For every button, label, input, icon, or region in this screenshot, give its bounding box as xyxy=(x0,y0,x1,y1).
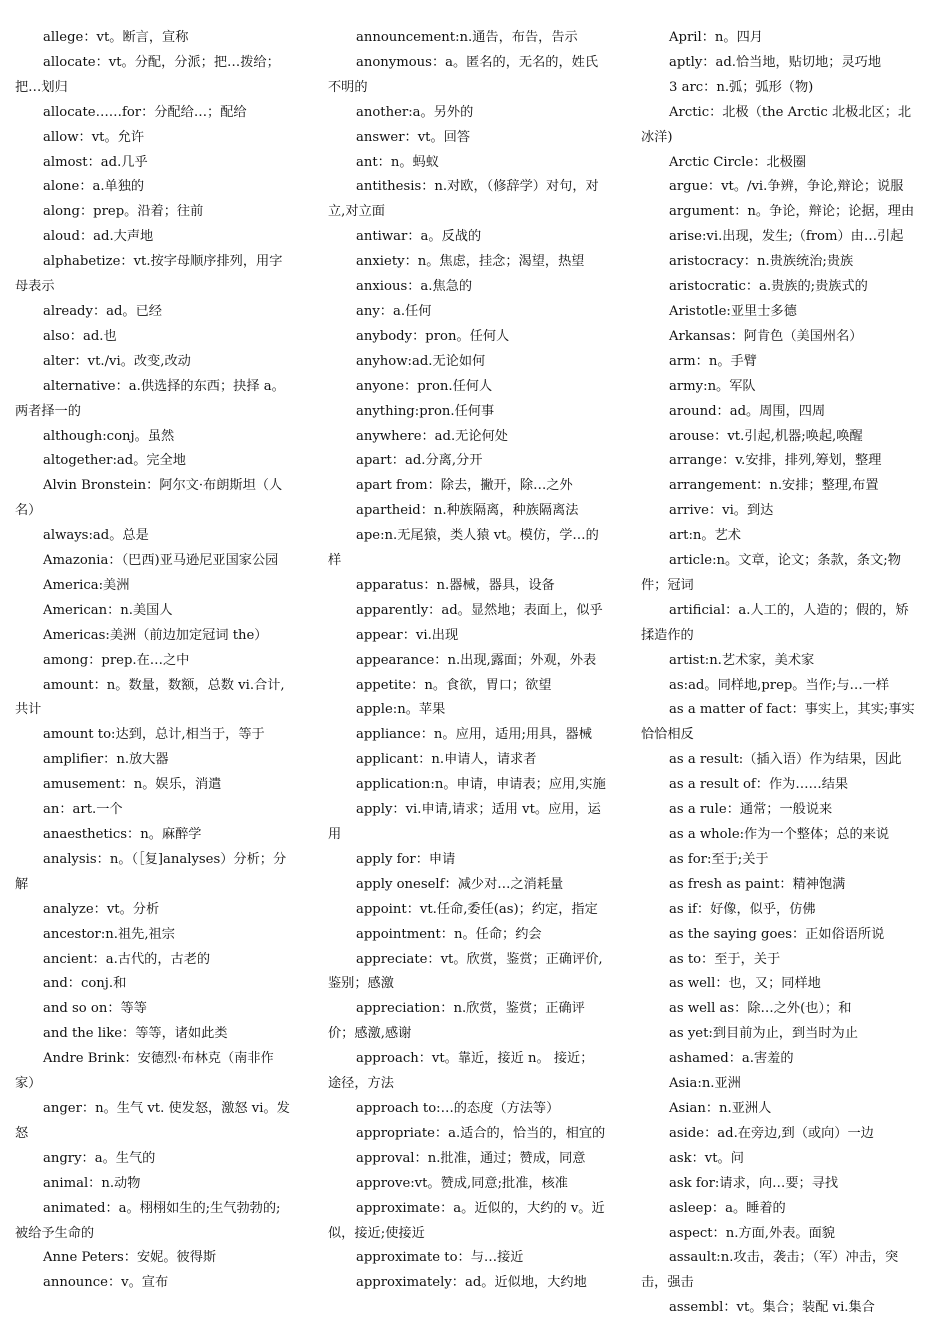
glossary-entry: animal：n.动物 xyxy=(43,1175,141,1191)
glossary-entry: apple:n。苹果 xyxy=(356,702,446,718)
glossary-entry: ant：n。蚂蚁 xyxy=(356,154,439,170)
glossary-entry: approximately：ad。近似地，大约地 xyxy=(356,1275,587,1291)
glossary-entry: as yet:到目前为止，到当时为止 xyxy=(669,1026,858,1042)
glossary-entry: although:conj。虽然 xyxy=(43,428,175,444)
column-1 xyxy=(15,26,293,1296)
glossary-entry: as well：也，又；同样地 xyxy=(669,976,821,992)
glossary-entry: approximate：a。近似的，大约的 v。近似，接近;使接近 xyxy=(328,1200,605,1241)
glossary-entry: along：prep。沿着；往前 xyxy=(43,204,204,220)
glossary-entry: as a rule：通常；一般说来 xyxy=(669,802,833,818)
glossary-entry: aspect：n.方面,外表。面貌 xyxy=(669,1225,835,1241)
glossary-entry: Asia:n.亚洲 xyxy=(669,1076,741,1092)
glossary-entry: approach to:…的态度（方法等） xyxy=(356,1100,560,1116)
glossary-entry: Aristotle:亚里士多德 xyxy=(669,303,797,319)
glossary-entry: allege：vt。断言，宣称 xyxy=(43,30,189,45)
glossary-entry: apart：ad.分离,分开 xyxy=(356,453,483,469)
glossary-entry: approximate to：与…接近 xyxy=(356,1250,524,1266)
glossary-entry: ashamed：a.害羞的 xyxy=(669,1051,794,1067)
glossary-entry: Anne Peters：安妮。彼得斯 xyxy=(43,1250,217,1266)
glossary-entry: appreciation：n.欣赏，鉴赏；正确评价；感激,感谢 xyxy=(328,1001,585,1042)
glossary-entry: aptly：ad.恰当地，贴切地；灵巧地 xyxy=(669,54,882,70)
glossary-entry: anonymous：a。匿名的，无名的，姓氏不明的 xyxy=(328,54,599,95)
glossary-entry: army:n。军队 xyxy=(669,378,756,394)
glossary-entry: anxiety：n。焦虑，挂念；渴望，热望 xyxy=(356,254,585,270)
glossary-entry: asleep：a。睡着的 xyxy=(669,1200,786,1216)
glossary-entry: America:美洲 xyxy=(43,577,130,593)
glossary-entry: American：n.美国人 xyxy=(43,602,173,618)
glossary-entry: apply oneself：减少对…之消耗量 xyxy=(356,876,564,892)
glossary-entry: 3 arc：n.弧；弧形（物) xyxy=(669,79,814,95)
glossary-entry: as the saying goes：正如俗语所说 xyxy=(669,926,885,942)
glossary-entry: as:ad。同样地,prep。当作;与…一样 xyxy=(669,677,890,693)
glossary-entry: also：ad.也 xyxy=(43,328,117,344)
glossary-entry: ancient：a.古代的，古老的 xyxy=(43,951,211,967)
glossary-entry: appreciate：vt。欣赏，鉴赏；正确评价,鉴别；感激 xyxy=(328,951,603,992)
glossary-entry: as a matter of fact：事实上，其实;事实恰恰相反 xyxy=(641,702,915,743)
glossary-entry: appointment：n。任命；约会 xyxy=(356,926,542,942)
glossary-entry: anything:pron.任何事 xyxy=(356,403,495,419)
glossary-entry: approval：n.批准，通过；赞成，同意 xyxy=(356,1150,586,1166)
glossary-entry: alone：a.单独的 xyxy=(43,179,145,195)
glossary-entry: anger：n。生气 vt. 使发怒，激怒 vi。发怒 xyxy=(15,1100,290,1141)
glossary-entry: allocate……for：分配给…；配给 xyxy=(43,104,247,120)
glossary-entry: Amazonia：（巴西)亚马逊尼亚国家公园 xyxy=(43,553,279,569)
glossary-entry: arrive：vi。到达 xyxy=(669,503,774,519)
glossary-entry: April：n。四月 xyxy=(669,30,763,45)
glossary-entry: as to：至于，关于 xyxy=(669,951,781,967)
glossary-entry: appoint：vt.任命,委任(as)；约定，指定 xyxy=(356,901,598,917)
glossary-entry: alter：vt./vi。改变,改动 xyxy=(43,353,191,369)
glossary-entry: Arkansas：阿肯色（美国州名） xyxy=(669,328,863,344)
glossary-entry: amusement：n。娱乐，消遣 xyxy=(43,777,222,793)
glossary-entry: appropriate：a.适合的，恰当的，相宜的 xyxy=(356,1125,606,1141)
glossary-entry: assembl：vt。集合；装配 vi.集合 xyxy=(669,1300,875,1316)
glossary-entry: appear：vi.出现 xyxy=(356,627,459,643)
glossary-entry: already：ad。已经 xyxy=(43,303,162,319)
glossary-entry: artist:n.艺术家，美术家 xyxy=(669,652,815,668)
glossary-entry: ask：vt。问 xyxy=(669,1150,744,1166)
glossary-entry: Arctic：北极（the Arctic 北极北区；北冰洋) xyxy=(641,104,912,145)
glossary-entry: alphabetize：vt.按字母顺序排列，用字母表示 xyxy=(15,254,283,295)
glossary-entry: arrange：v.安排，排列,筹划，整理 xyxy=(669,453,882,469)
glossary-entry: analysis：n。（［复]analyses）分析；分解 xyxy=(15,851,287,892)
glossary-entry: art:n。艺术 xyxy=(669,528,741,544)
glossary-entry: anaesthetics：n。麻醉学 xyxy=(43,827,202,842)
glossary-entry: ape:n.无尾猿，类人猿 vt。模仿，学…的样 xyxy=(328,528,599,569)
glossary-entry: arrangement：n.安排；整理,布置 xyxy=(669,478,879,494)
glossary-entry: as well as：除…之外(也）；和 xyxy=(669,1001,852,1017)
glossary-entry: as a result:（插入语）作为结果，因此 xyxy=(669,752,902,768)
glossary-entry: alternative：a.供选择的东西；抉择 a。两者择一的 xyxy=(15,378,285,419)
glossary-entry: announcement:n.通告，布告，告示 xyxy=(356,30,578,45)
glossary-entry: antithesis：n.对欧，（修辞学）对句，对立,对立面 xyxy=(328,179,599,220)
glossary-entry: Arctic Circle：北极圈 xyxy=(669,154,807,170)
glossary-entry: apparently：ad。显然地；表面上，似乎 xyxy=(356,602,603,618)
glossary-entry: aloud：ad.大声地 xyxy=(43,229,154,245)
glossary-entry: apply：vi.申请,请求；适用 vt。应用，运用 xyxy=(328,802,601,842)
glossary-entry: anyone：pron.任何人 xyxy=(356,378,493,394)
glossary-entry: and：conj.和 xyxy=(43,976,127,992)
glossary-entry: appliance：n。应用，适用;用具，器械 xyxy=(356,727,592,743)
glossary-entry: announce：v。宣布 xyxy=(43,1275,169,1291)
glossary-entry: anyhow:ad.无论如何 xyxy=(356,353,486,369)
glossary-entry: allow：vt。允许 xyxy=(43,129,145,145)
glossary-entry: article:n。文章，论文；条款，条文;物件；冠词 xyxy=(641,553,901,593)
glossary-entry: as fresh as paint：精神饱满 xyxy=(669,876,846,892)
glossary-entry: anybody：pron。任何人 xyxy=(356,328,510,344)
glossary-entry: as if：好像，似乎，仿佛 xyxy=(669,901,816,917)
glossary-entry: apply for：申请 xyxy=(356,851,456,867)
glossary-entry: aristocratic：a.贵族的;贵族式的 xyxy=(669,279,868,295)
glossary-entry: apparatus：n.器械，器具，设备 xyxy=(356,577,555,593)
glossary-entry: an：art.一个 xyxy=(43,802,123,818)
glossary-entry: Alvin Bronstein：阿尔文·布朗斯坦（人名） xyxy=(15,478,283,519)
glossary-entry: artificial：a.人工的，人造的；假的，矫揉造作的 xyxy=(641,602,909,643)
glossary-entry: another:a。另外的 xyxy=(356,104,474,120)
column-2 xyxy=(328,26,606,1296)
glossary-entry: around：ad。周围，四周 xyxy=(669,403,826,419)
glossary-entry: Andre Brink：安德烈·布林克（南非作家） xyxy=(15,1051,274,1092)
glossary-entry: argument：n。争论，辩论；论据，理由 xyxy=(669,204,915,220)
glossary-entry: Americas:美洲（前边加定冠词 the） xyxy=(43,627,268,643)
column-3 xyxy=(641,26,919,1321)
glossary-entry: approve:vt。赞成,同意;批准，核准 xyxy=(356,1175,568,1191)
glossary-entry: analyze：vt。分析 xyxy=(43,901,160,917)
glossary-entry: appearance：n.出现,露面；外观，外表 xyxy=(356,652,597,668)
glossary-entry: animated：a。栩栩如生的;生气勃勃的;被给予生命的 xyxy=(15,1200,281,1241)
glossary-entry: and the like：等等，诸如此类 xyxy=(43,1026,228,1042)
glossary-entry: apart from：除去，撇开，除…之外 xyxy=(356,478,573,494)
glossary-entry: argue：vt。/vi.争辨，争论,辩论；说服 xyxy=(669,179,904,195)
glossary-entry: almost：ad.几乎 xyxy=(43,154,148,170)
glossary-entry: ask for:请求，向…要；寻找 xyxy=(669,1175,839,1191)
glossary-entry: any：a.任何 xyxy=(356,303,432,319)
glossary-entry: angry：a。生气的 xyxy=(43,1150,156,1166)
glossary-entry: aristocracy：n.贵族统治;贵族 xyxy=(669,254,854,270)
glossary-entry: aside：ad.在旁边,到（或向）一边 xyxy=(669,1125,874,1141)
glossary-entry: amount to:达到，总计,相当于，等于 xyxy=(43,727,265,743)
glossary-entry: always:ad。总是 xyxy=(43,528,149,544)
glossary-entry: Asian：n.亚洲人 xyxy=(669,1100,772,1116)
glossary-entry: among：prep.在…之中 xyxy=(43,652,190,668)
glossary-entry: answer：vt。回答 xyxy=(356,129,471,145)
glossary-entry: assault:n.攻击，袭击；（军）冲击，突击，强击 xyxy=(641,1250,899,1291)
glossary-entry: apartheid：n.种族隔离，种族隔离法 xyxy=(356,503,579,519)
glossary-entry: as a result of：作为……结果 xyxy=(669,777,849,793)
glossary-entry: anywhere：ad.无论何处 xyxy=(356,428,508,444)
glossary-entry: as for:至于;关于 xyxy=(669,851,769,867)
glossary-entry: amplifier：n.放大器 xyxy=(43,752,169,768)
glossary-entry: antiwar：a。反战的 xyxy=(356,229,482,245)
glossary-entry: appetite：n。食欲，胃口；欲望 xyxy=(356,677,552,693)
glossary-entry: as a whole:作为一个整体；总的来说 xyxy=(669,827,890,842)
glossary-entry: application:n。申请，申请表；应用,实施 xyxy=(356,777,606,793)
glossary-entry: anxious：a.焦急的 xyxy=(356,279,473,295)
glossary-entry: altogether:ad。完全地 xyxy=(43,453,186,469)
glossary-entry: and so on：等等 xyxy=(43,1001,147,1017)
glossary-entry: ancestor:n.祖先,祖宗 xyxy=(43,926,175,942)
glossary-entry: arouse：vt.引起,机器;唤起,唤醒 xyxy=(669,428,863,444)
glossary-entry: allocate：vt。分配，分派；把…拨给；把…划归 xyxy=(15,54,280,95)
glossary-entry: approach：vt。靠近，接近 n。 接近；途径，方法 xyxy=(328,1051,594,1092)
glossary-entry: arm：n。手臂 xyxy=(669,353,757,369)
glossary-entry: applicant：n.申请人，请求者 xyxy=(356,752,537,768)
glossary-entry: amount：n。数量，数额，总数 vi.合计,共计 xyxy=(15,677,285,718)
glossary-entry: arise:vi.出现，发生;（from）由…引起 xyxy=(669,229,904,245)
